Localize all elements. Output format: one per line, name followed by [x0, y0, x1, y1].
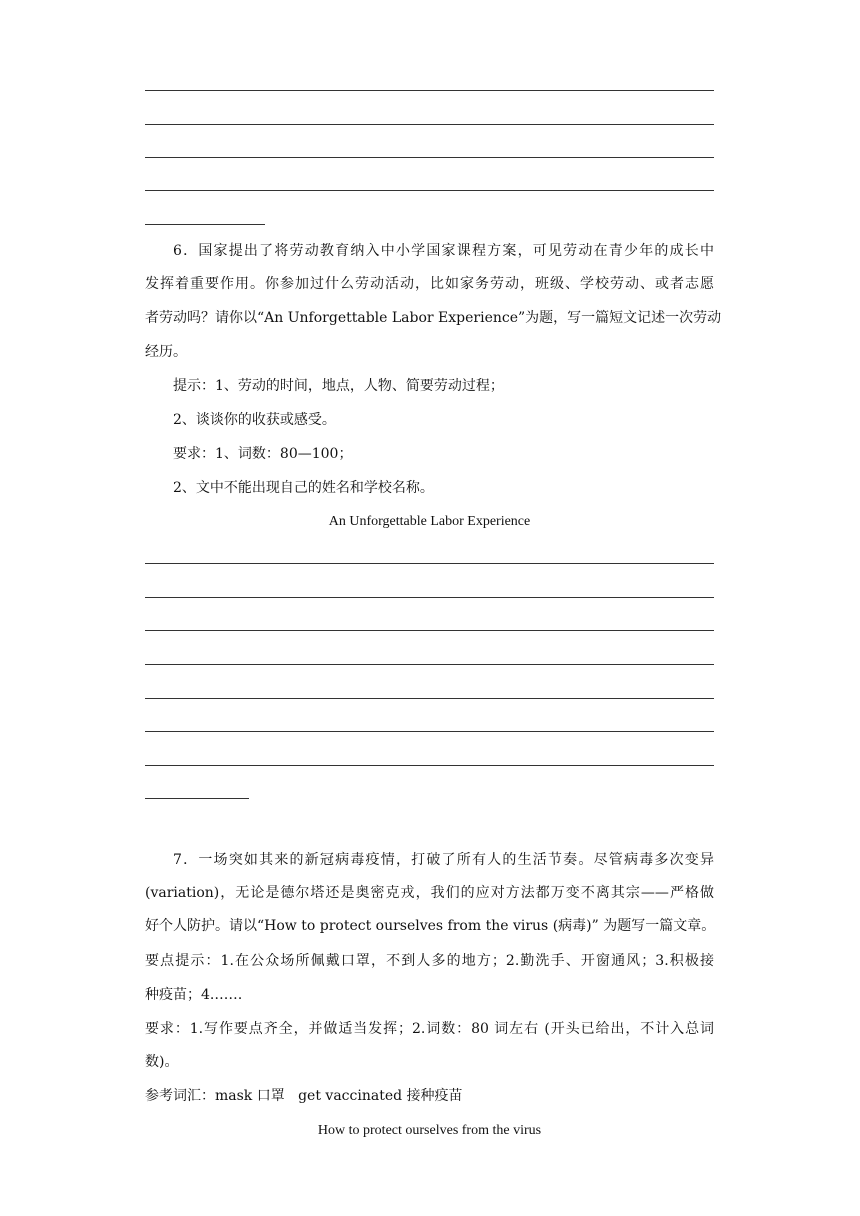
answer-line-short	[145, 798, 249, 799]
answer-line	[145, 563, 714, 564]
q7-essay-title: How to protect ourselves from the virus	[317, 1123, 542, 1138]
q6-prompt-line-3: 者劳动吗？请你以“An Unforgettable Labor Experience”为题，写一篇短文记述一次劳动	[145, 310, 722, 326]
q6-requirement-1: 要求：1、词数：80—100；	[173, 446, 353, 462]
q7-prompt-line-3: 好个人防护。请以“How to protect ourselves from the virus (病毒)” 为题写一篇文章。	[145, 918, 716, 934]
answer-line	[145, 124, 714, 125]
q7-requirements-line-2: 数)。	[145, 1054, 179, 1070]
q7-prompt-line-2: (variation)，无论是德尔塔还是奥密克戎，我们的应对方法都万变不离其宗——严格做	[145, 885, 714, 901]
q7-points-line-2: 种疫苗；4.……	[145, 987, 243, 1003]
answer-line	[145, 765, 714, 766]
q6-essay-title: An Unforgettable Labor Experience	[328, 514, 531, 529]
q7-points-line-1: 要点提示：1.在公众场所佩戴口罩，不到人多的地方；2.勤洗手、开窗通风；3.积极接	[145, 953, 714, 969]
answer-line	[145, 597, 714, 598]
q7-prompt-line-1: 7．一场突如其来的新冠病毒疫情，打破了所有人的生活节奏。尽管病毒多次变异	[173, 852, 714, 868]
answer-line	[145, 731, 714, 732]
answer-line	[145, 664, 714, 665]
q6-hint-1: 提示：1、劳动的时间，地点，人物、简要劳动过程；	[173, 378, 504, 394]
answer-line	[145, 630, 714, 631]
q6-requirement-2: 2、文中不能出现自己的姓名和学校名称。	[173, 480, 434, 496]
q6-prompt-line-2: 发挥着重要作用。你参加过什么劳动活动，比如家务劳动，班级、学校劳动、或者志愿	[145, 276, 714, 292]
answer-line	[145, 90, 714, 91]
answer-line	[145, 190, 714, 191]
q7-vocabulary: 参考词汇：mask 口罩 get vaccinated 接种疫苗	[145, 1088, 463, 1104]
q6-prompt-line-4: 经历。	[145, 344, 187, 360]
q6-prompt-line-1: 6．国家提出了将劳动教育纳入中小学国家课程方案，可见劳动在青少年的成长中	[173, 243, 714, 259]
answer-line	[145, 698, 714, 699]
answer-line	[145, 157, 714, 158]
q6-hint-2: 2、谈谈你的收获或感受。	[173, 412, 336, 428]
q7-requirements-line-1: 要求：1.写作要点齐全，并做适当发挥；2.词数：80 词左右 (开头已给出，不计入总词	[145, 1021, 714, 1037]
answer-line-short	[145, 224, 265, 225]
